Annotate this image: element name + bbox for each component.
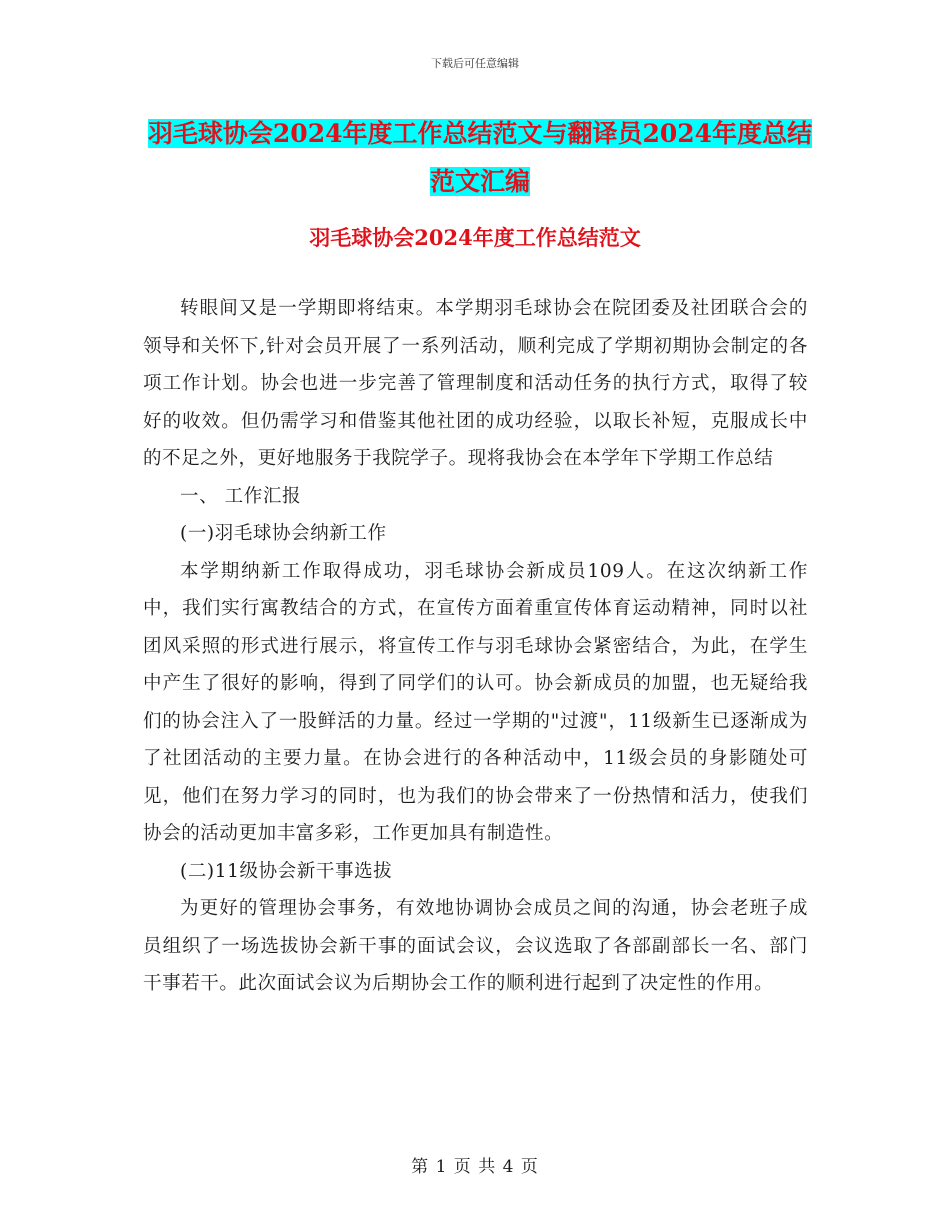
paragraph-intro: 转眼间又是一学期即将结束。本学期羽毛球协会在院团委及社团联合会的领导和关怀下,针对会员开展了一系列活动，顺利完成了学期初期协会制定的各项工作计划。协会也进一步完善了管理制度和活动任务的执行方式，取得了较好的收效。但仍需学习和借鉴其他社团的成功经验，以取长补短，克服成长中的不足之外，更好地服务于我院学子。现将我协会在本学年下学期工作总结	[143, 298, 808, 469]
document-body	[143, 290, 808, 1003]
heading-work-report: 一、 工作汇报	[180, 485, 302, 507]
subheading-recruitment: (一)羽毛球协会纳新工作	[180, 523, 387, 544]
document-title-text: 羽毛球协会2024年度工作总结范文与翻译员2024年度总结范文汇编	[147, 119, 813, 196]
paragraph-recruitment: 本学期纳新工作取得成功，羽毛球协会新成员109人。在这次纳新工作中，我们实行寓教结合的方式，在宣传方面着重宣传体育运动精神，同时以社团风采照的形式进行展示，将宣传工作与羽毛球协会紧密结合，为此，在学生中产生了很好的影响，得到了同学们的认可。协会新成员的加盟，也无疑给我们的协会注入了一股鲜活的力量。经过一学期的"过渡"，11级新生已逐渐成为了社团活动的主要力量。在协会进行的各种活动中，11级会员的身影随处可见，他们在努力学习的同时，也为我们的协会带来了一份热情和活力，使我们协会的活动更加丰富多彩，工作更加具有制造性。	[143, 560, 808, 844]
subheading-officer-selection: (二)11级协会新干事选拔	[180, 860, 393, 882]
document-title	[140, 110, 820, 206]
paragraph-officer-selection: 为更好的管理协会事务，有效地协调协会成员之间的沟通，协会老班子成员组织了一场选拔协会新干事的面试会议，会议选取了各部副部长一名、部门干事若干。此次面试会议为后期协会工作的顺利进行起到了决定性的作用。	[143, 898, 808, 994]
header-note: 下载后可任意编辑	[431, 57, 519, 70]
page-number-footer: 第 1 页 共 4 页	[411, 1157, 539, 1177]
section-title: 羽毛球协会2024年度工作总结范文	[309, 225, 641, 250]
